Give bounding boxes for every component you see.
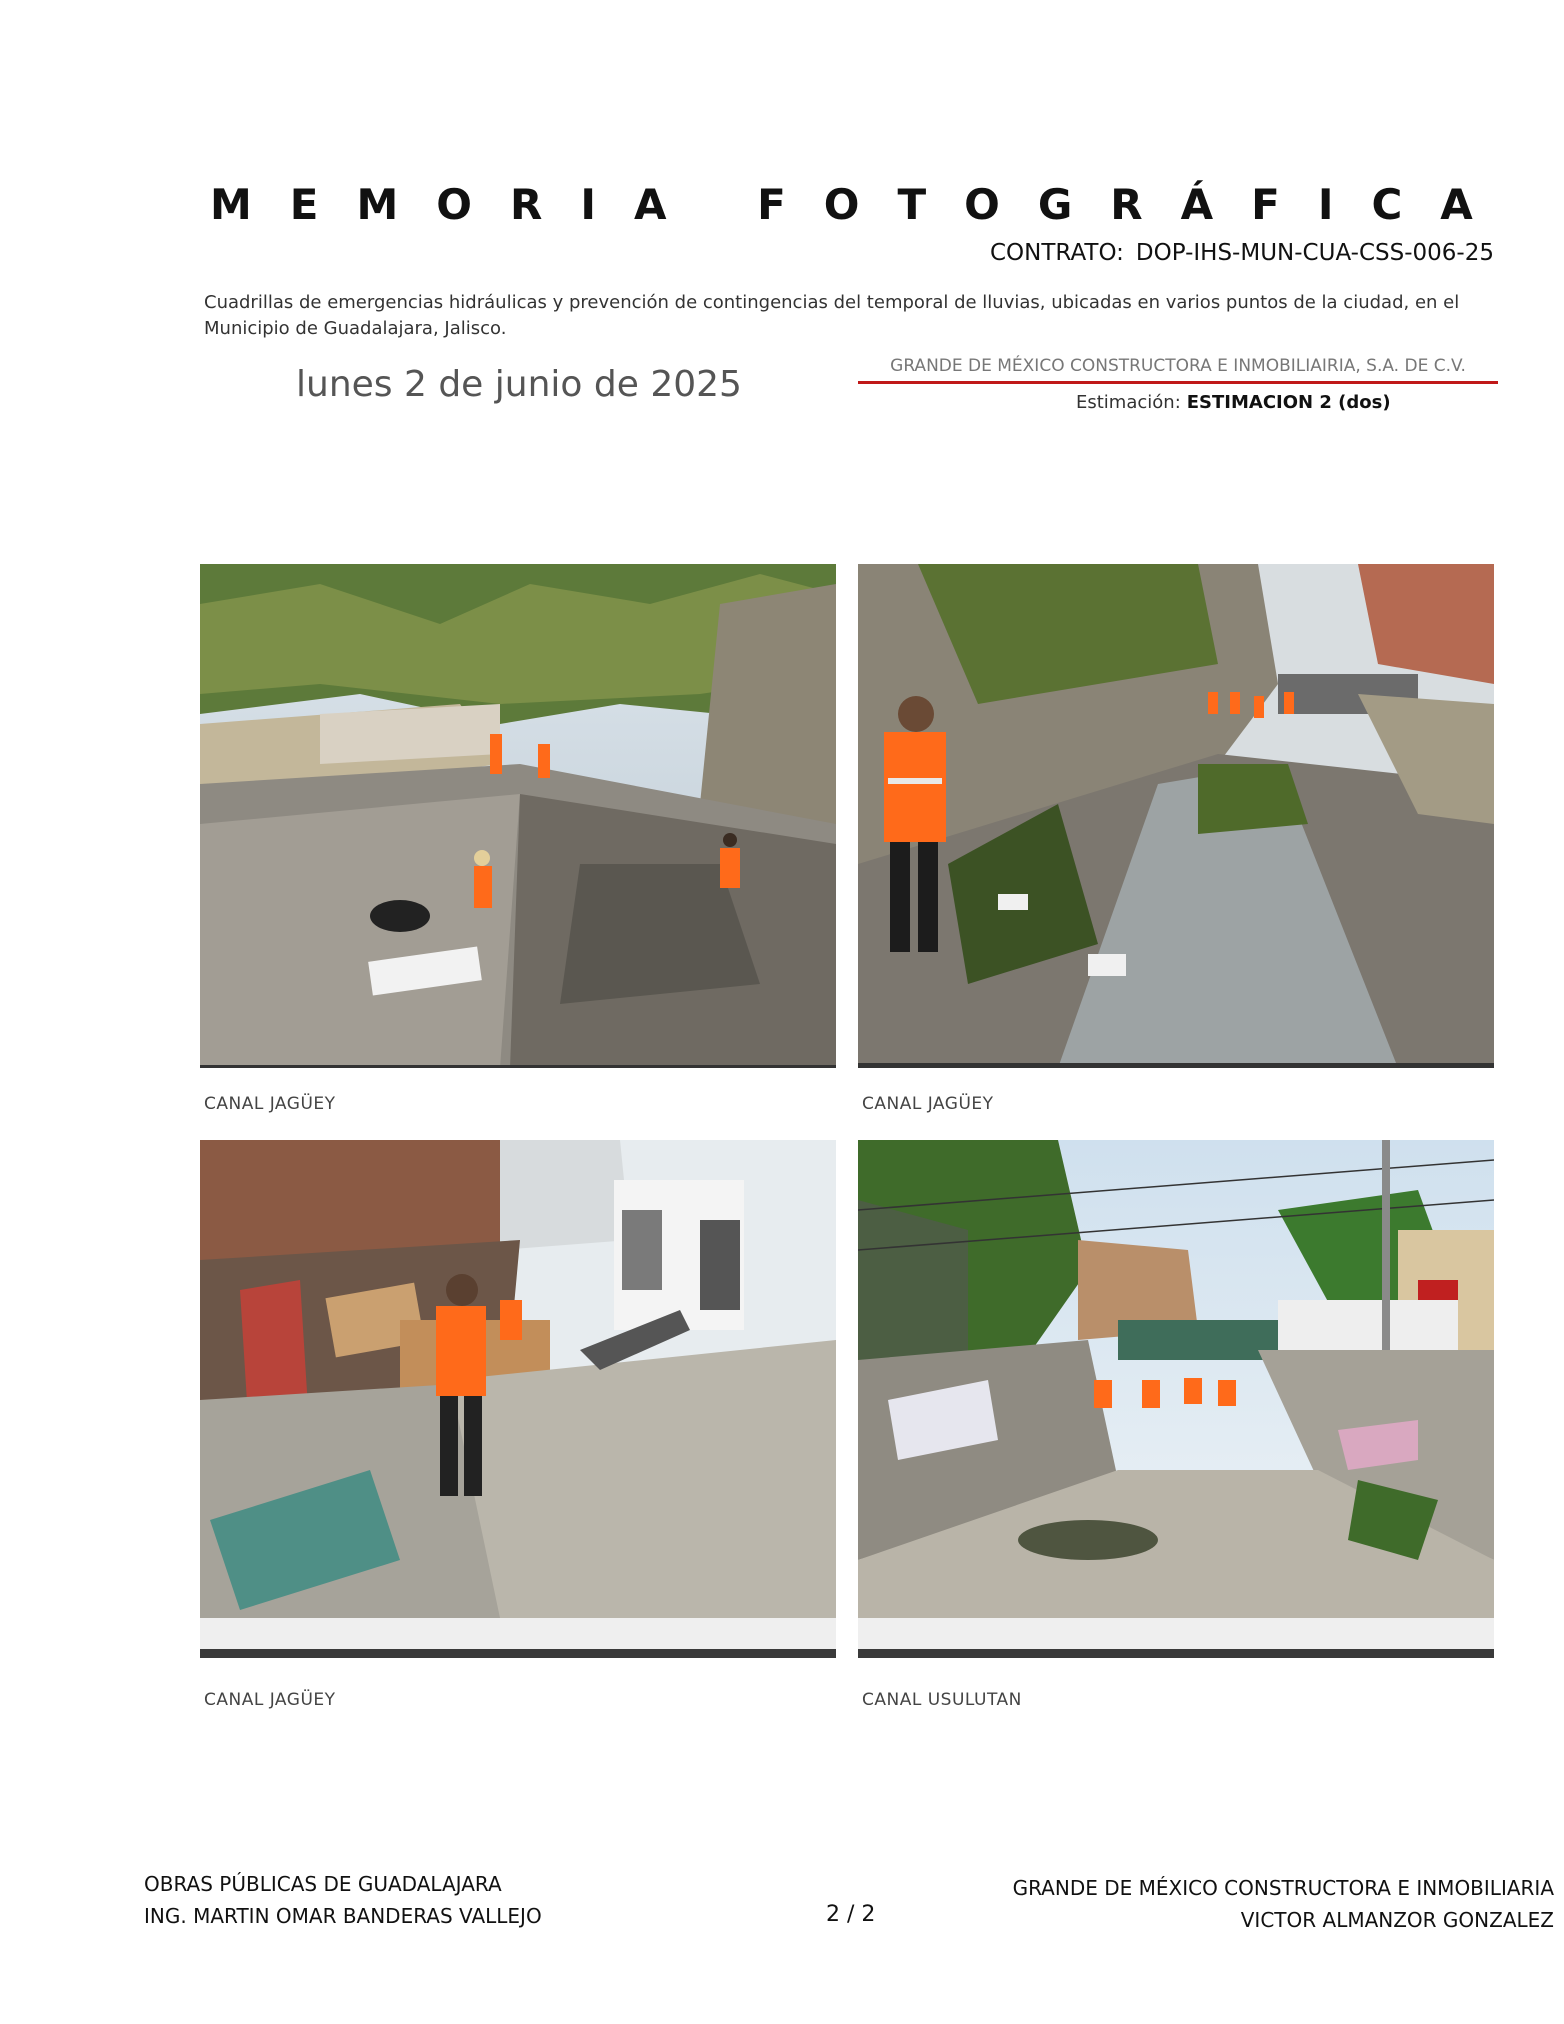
contractor-company: GRANDE DE MÉXICO CONSTRUCTORA E INMOBILIAIRIA, S.A. DE C.V. — [858, 356, 1498, 384]
photo-bottom-band — [858, 1618, 1494, 1658]
photo-canal-usulutan — [858, 1140, 1494, 1618]
contract-label: CONTRATO: — [989, 240, 1124, 266]
document-title: MEMORIA FOTOGRÁFICA — [210, 180, 1511, 229]
estimate-value: ESTIMACION 2 (dos) — [1186, 392, 1391, 413]
canal-photo-image — [200, 564, 836, 1068]
contract-line — [990, 240, 1494, 266]
photo-caption-2: CANAL JAGÜEY — [862, 1094, 994, 1114]
photo-caption-4: CANAL USULUTAN — [862, 1690, 1022, 1710]
canal-photo-image — [858, 1140, 1494, 1618]
report-date: lunes 2 de junio de 2025 — [296, 364, 742, 405]
photo-canal-jaguey-2 — [858, 564, 1494, 1068]
estimate-line — [1076, 392, 1391, 413]
photo-block-4 — [858, 1140, 1494, 1618]
photo-canal-jaguey-1 — [200, 564, 836, 1068]
footer-contractor-org: GRANDE DE MÉXICO CONSTRUCTORA E INMOBILIARIA — [1012, 1876, 1554, 1900]
contract-number: DOP-IHS-MUN-CUA-CSS-006-25 — [1135, 240, 1494, 266]
photo-bottom-band — [200, 1618, 836, 1658]
photo-canal-jaguey-3 — [200, 1140, 836, 1618]
photo-caption-1: CANAL JAGÜEY — [204, 1094, 336, 1114]
photo-caption-3: CANAL JAGÜEY — [204, 1690, 336, 1710]
page-number: 2 / 2 — [826, 1902, 876, 1927]
photo-block-3 — [200, 1140, 836, 1618]
footer-client — [144, 1868, 542, 1932]
photo-block-2 — [858, 564, 1494, 1068]
footer-client-org: OBRAS PÚBLICAS DE GUADALAJARA — [144, 1872, 502, 1896]
estimate-label: Estimación: — [1076, 392, 1181, 413]
contract-description: Cuadrillas de emergencias hidráulicas y prevención de contingencias del temporal de lluvias, ubicadas en varios puntos de la ciudad, en el Municipio de Guadalajara, Jalisco. — [204, 292, 1460, 339]
footer-contractor — [1013, 1872, 1554, 1936]
photo-block-1 — [200, 564, 836, 1068]
canal-photo-image — [200, 1140, 836, 1618]
canal-photo-image — [858, 564, 1494, 1068]
footer-client-signer: ING. MARTIN OMAR BANDERAS VALLEJO — [144, 1904, 542, 1928]
footer-contractor-signer: VICTOR ALMANZOR GONZALEZ — [1240, 1908, 1554, 1932]
